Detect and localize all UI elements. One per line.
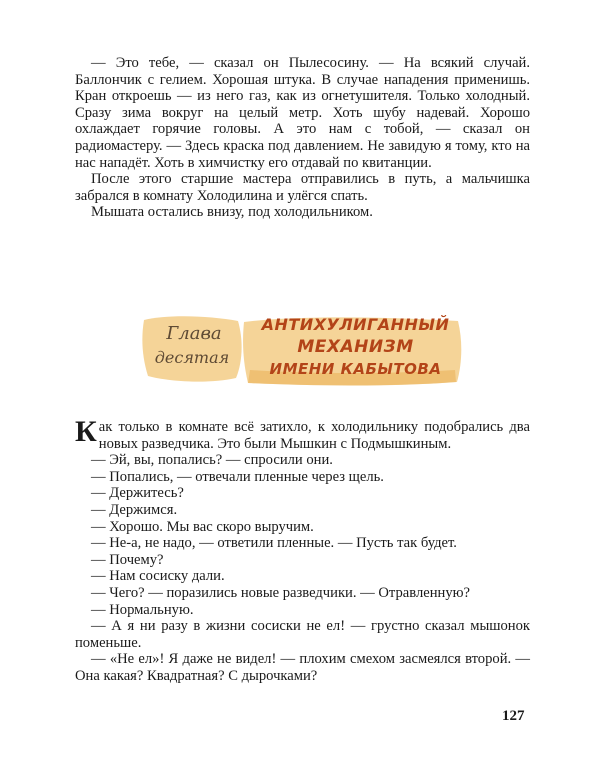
dialogue-line: — Хорошо. Мы вас скоро выручим. xyxy=(91,518,314,535)
paragraph: Мышата остались внизу, под холодильником. xyxy=(91,204,373,221)
chapter-title-line: МЕХАНИЗМ xyxy=(297,337,414,357)
page-number: 127 xyxy=(502,708,525,724)
chapter-title-line: ИМЕНИ КАБЫТОВА xyxy=(269,360,442,378)
chapter-label-line: десятая xyxy=(154,348,230,367)
chapter-label-line: Глава xyxy=(166,323,222,344)
drop-cap: К xyxy=(75,415,97,448)
dialogue-line: — Нормальную. xyxy=(91,601,194,618)
dialogue-line: — Держитесь? xyxy=(91,485,184,502)
opening-paragraph xyxy=(75,415,530,452)
paragraph: После этого старшие мастера отправились в путь, а мальчишка забрался в комнату Холодилина и улёгся спать. xyxy=(75,171,530,204)
paragraph: — Это тебе, — сказал он Пылесосину. — На всякий случай. Баллончик с гелием. Хорошая штука. В случае нападения применишь. Кран откроешь — из него газ, как из огнетушителя. Только холодный. Сразу зима вокруг на целый метр. Хоть шубу надевай. Хорошо охлаждает горячие головы. А это нам с тобой, — сказал он радиомастеру. — Здесь краска под давлением. Не завидую я тому, кто на нас нападёт. Хоть в химчистку его отдавай по квитанции. xyxy=(75,55,530,171)
dialogue-line: — Держимся. xyxy=(91,501,178,518)
bottom-text-block xyxy=(75,415,530,685)
chapter-title xyxy=(248,314,463,380)
opening-paragraph-text: ак только в комнате всё затихло, к холодильнику подобрались два новых разведчика. Это были Мышкин с Подмышкиным. xyxy=(98,419,530,452)
dialogue-line: — Попались, — отвечали пленные через щель. xyxy=(91,468,384,485)
dialogue-line: — Нам сосиску дали. xyxy=(91,568,225,585)
dialogue-line: — Почему? xyxy=(91,551,164,568)
dialogue-line: — Чего? — поразились новые разведчики. — Отравленную? xyxy=(91,584,471,601)
dialogue-line: — «Не ел»! Я даже не видел! — плохим смехом засмеялся второй. — Она какая? Квадратная? С дырочками? xyxy=(75,651,530,684)
chapter-title-line: АНТИХУЛИГАННЫЙ xyxy=(261,315,450,334)
chapter-heading xyxy=(140,312,465,388)
dialogue-line: — Эй, вы, попались? — спросили они. xyxy=(91,452,333,469)
dialogue-line: — А я ни разу в жизни сосиски не ел! — грустно сказал мышонок поменьше. xyxy=(75,618,530,651)
top-text-block xyxy=(75,55,530,221)
dialogue-line: — Не-а, не надо, — ответили пленные. — Пусть так будет. xyxy=(91,535,457,552)
